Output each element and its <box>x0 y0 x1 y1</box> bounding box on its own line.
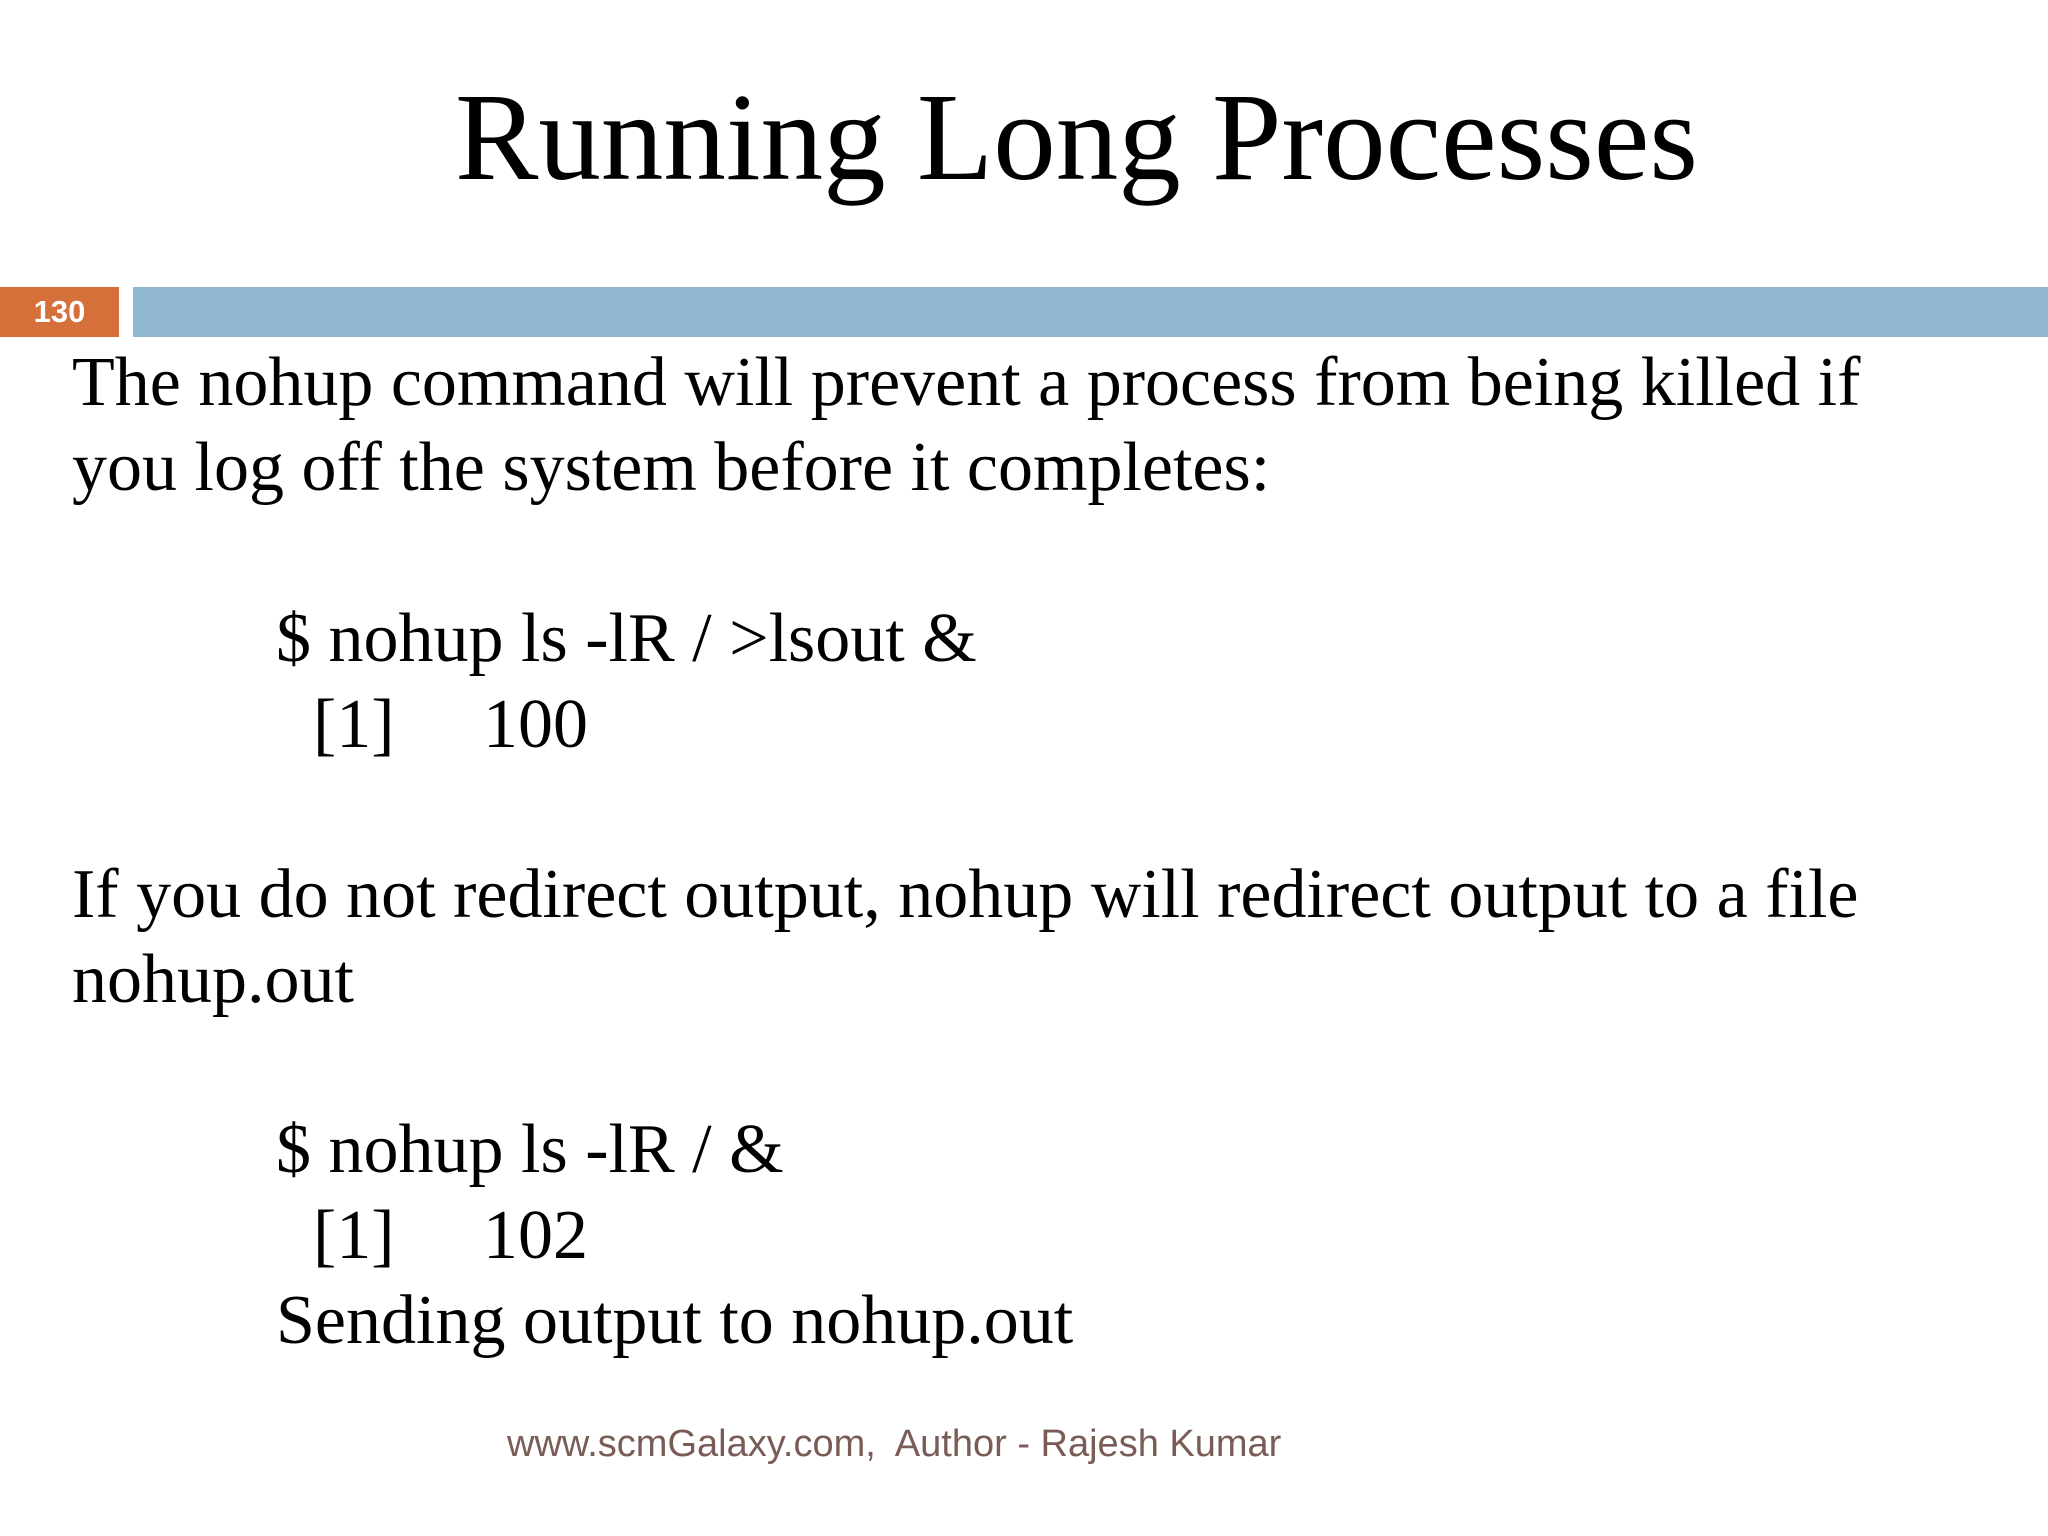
slide-title: Running Long Processes <box>455 69 1698 207</box>
paragraph-2-line-1: If you do not redirect output, nohup will redirect output to a file <box>72 856 1859 933</box>
paragraph-1-line-2: you log off the system before it completes: <box>72 429 1271 506</box>
example-1-command: $ nohup ls -lR / >lsout & <box>276 600 977 677</box>
example-2-message: Sending output to nohup.out <box>276 1282 1074 1359</box>
example-2-job-number: [1] <box>313 1197 395 1274</box>
example-2-command: $ nohup ls -lR / & <box>276 1111 784 1188</box>
example-1-pid: 100 <box>483 686 588 763</box>
example-2-pid: 102 <box>483 1197 588 1274</box>
slide-number-badge: 130 <box>0 287 119 337</box>
paragraph-2-line-2: nohup.out <box>72 941 354 1018</box>
example-1-job-number: [1] <box>313 686 395 763</box>
paragraph-1-line-1: The nohup command will prevent a process from being killed if <box>72 344 1861 421</box>
slide-footer: www.scmGalaxy.com, Author - Rajesh Kumar <box>507 1423 1282 1465</box>
title-divider-bar <box>133 287 2048 337</box>
